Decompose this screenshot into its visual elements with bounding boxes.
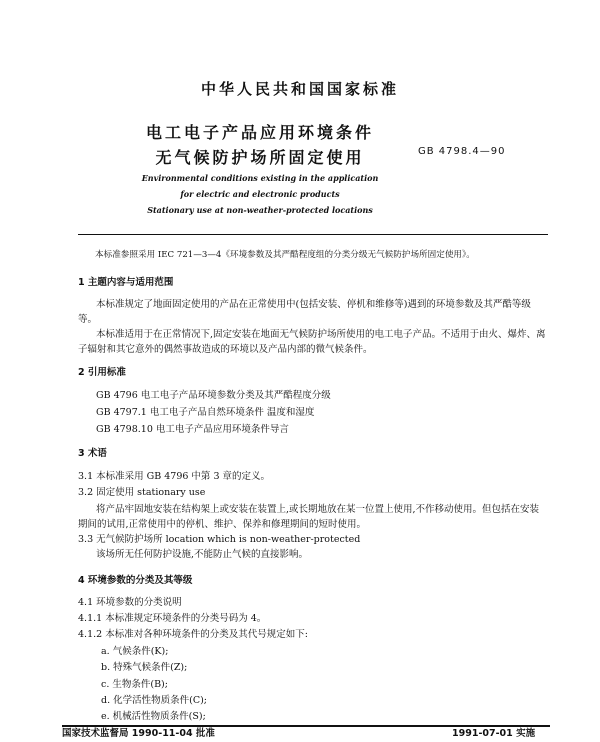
header-rule	[78, 234, 548, 235]
section-4-heading: 4 环境参数的分类及其等级	[78, 575, 193, 586]
clause-3-2-body: 将产品牢固地安装在结构架上或安装在装置上,或长期地放在某一位置上使用,不作移动使用。但包括在安装期间的试用,正常使用中的停机、维护、保养和修理期间的短时使用。	[78, 504, 540, 530]
list-item: c. 生物条件(B);	[101, 679, 168, 690]
section-1-heading: 1 主题内容与适用范围	[78, 277, 174, 288]
list-item: a. 气候条件(K);	[101, 646, 169, 657]
clause-4-1: 4.1 环境参数的分类说明	[78, 597, 182, 608]
title-line-2: 无气候防护场所固定使用	[155, 148, 365, 167]
clause-4-1-1: 4.1.1 本标准规定环境条件的分类号码为 4。	[78, 613, 267, 624]
clause-3-2-title: 3.2 固定使用 stationary use	[78, 487, 206, 498]
english-title-line-1: Environmental conditions existing in the application	[141, 173, 379, 183]
standard-code: GB 4798.4—90	[418, 146, 506, 157]
english-title-line-3: Stationary use at non-weather-protected locations	[147, 205, 373, 215]
clause-3-3-title: 3.3 无气候防护场所 location which is non-weather-protected	[78, 534, 361, 545]
list-item: e. 机械活性物质条件(S);	[101, 711, 206, 722]
implementation-date: 1991-07-01 实施	[452, 728, 536, 739]
country-standard-heading: 中华人民共和国国家标准	[200, 80, 399, 98]
section-2-heading: 2 引用标准	[78, 367, 126, 378]
clause-3-3-body: 该场所无任何防护设施,不能防止气候的直接影响。	[96, 549, 309, 560]
approval-line: 国家技术监督局 1990-11-04 批准	[62, 728, 215, 739]
clause-3-1: 3.1 本标准采用 GB 4796 中第 3 章的定义。	[78, 471, 271, 482]
list-item: b. 特殊气候条件(Z);	[101, 662, 188, 673]
reference-item: GB 4798.10 电工电子产品应用环境条件导言	[96, 424, 289, 435]
section-1-para-1: 本标准规定了地面固定使用的产品在正常使用中(包括安装、停机和维修等)遇到的环境参数及其严酷等级等。	[78, 299, 531, 325]
section-1-para-2: 本标准适用于在正常情况下,固定安装在地面无气候防护场所使用的电工电子产品。不适用于由火、爆炸、离子辐射和其它意外的偶然事故造成的环境以及产品内部的微气候条件。	[78, 329, 546, 355]
reference-item: GB 4796 电工电子产品环境参数分类及其严酷程度分级	[96, 390, 331, 401]
title-line-1: 电工电子产品应用环境条件	[145, 123, 374, 142]
section-3-heading: 3 术语	[78, 448, 107, 459]
reference-item: GB 4797.1 电工电子产品自然环境条件 温度和湿度	[96, 407, 315, 418]
clause-4-1-2: 4.1.2 本标准对各种环境条件的分类及其代号规定如下:	[78, 629, 308, 640]
english-title-line-2: for electric and electronic products	[180, 189, 340, 199]
list-item: d. 化学活性物质条件(C);	[101, 695, 208, 706]
intro-paragraph: 本标准参照采用 IEC 721—3—4《环境参数及其严酷程度组的分类分级无气候防护场所固定使用》。	[95, 250, 475, 260]
footer-rule	[62, 725, 550, 727]
